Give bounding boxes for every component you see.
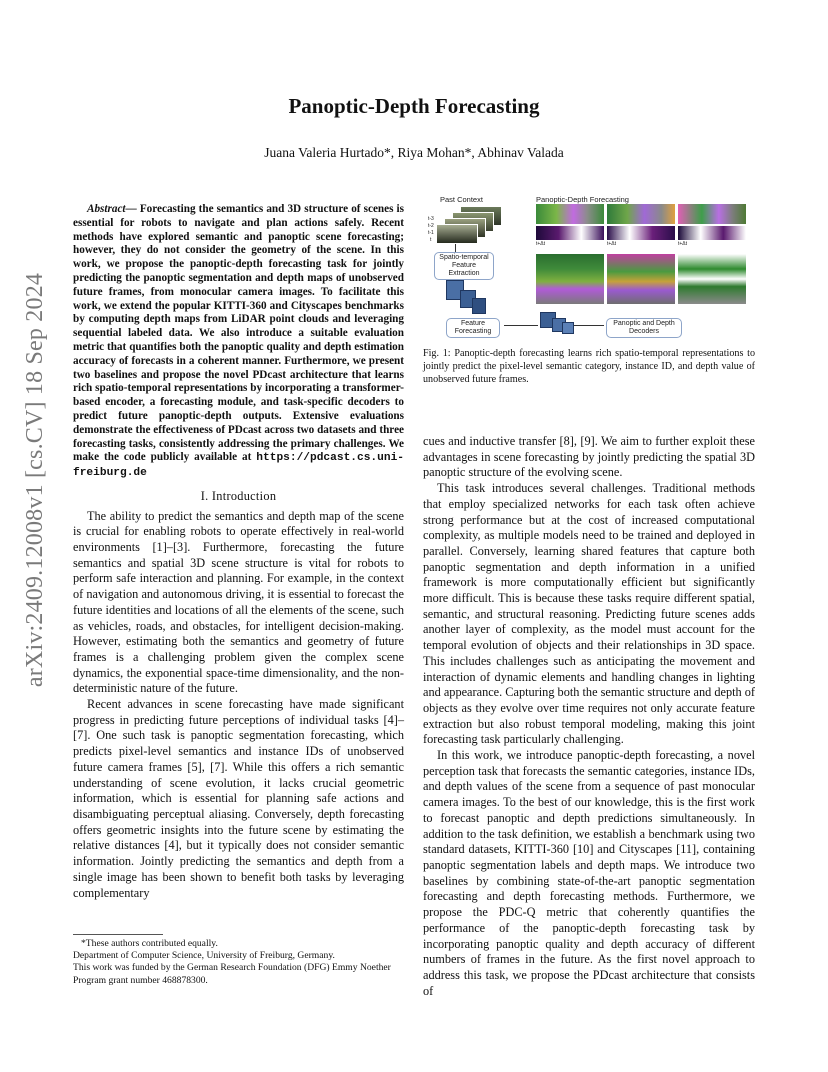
output-panoptic-3 <box>678 254 746 304</box>
footnote-equal-contribution: *These authors contributed equally. <box>81 938 218 949</box>
box-panoptic-depth-decoders: Panoptic and Depth Decoders <box>606 318 682 338</box>
figure-label-past-context: Past Context <box>440 195 483 204</box>
figure-label-forecasting: Panoptic-Depth Forecasting <box>536 195 629 204</box>
section-heading-introduction: I. Introduction <box>200 488 277 503</box>
abstract-text: Forecasting the semantics and 3D structure of scenes is essential for robots to navigate and plan actions safely. Recent methods have explored semantic and panoptic scene forecasting; however, they do not consider the geometry of the scene. In this work, we propose the panoptic-depth forecasting task for jointly predicting the panoptic segmentation and depth maps of unobserved future frames, from monocular camera images. To facilitate this work, we extend the popular KITTI-360 and Cityscapes benchmarks by computing depth maps from LiDAR point clouds and leveraging sequential labeled data. We also introduce a suitable evaluation metric that quantifies both the panoptic quality and depth estimation accuracy of forecasts in a coherent manner. Furthermore, we present two baselines and propose the novel PDcast architecture that learns rich spatio-temporal representations by incorporating a transformer-based encoder, a forecasting module, and task-specific decoders to predict future panoptic-depth outputs. Extensive evaluations demonstrate the effectiveness of PDcast across two datasets and three forecasting tasks, consistently addressing the primary challenges. We make the code publicly available at <box>73 203 405 464</box>
label-forecast-1: t+Δt <box>536 241 546 247</box>
right-paragraph-3: In this work, we introduce panoptic-depth forecasting, a novel perception task that forecasts the semantic categories, instance IDs, and depth values of the scene from a sequence of past monocular camera images. To the best of our knowledge, this is the first work to forecast panoptic and depth predictions simultaneously. In addition to the task definition, we establish a benchmark using two standard datasets, KITTI-360 [10] and Cityscapes [11], containing panoptic segmentation labels and depth maps. We introduce two baselines by combining state-of-the-art panoptic segmentation forecasting and depth forecasting methods. Furthermore, we propose the PDC-Q metric that coherently quantifies the performance of the panoptic-depth forecasting task by incorporating panoptic quality and depth accuracy of different numbers of frames in the future. As the first novel approach to address this task, we propose the PDcast architecture that consists of <box>423 748 755 998</box>
arxiv-identifier: arXiv:2409.12008v1 [cs.CV] 18 Sep 2024 <box>22 272 48 688</box>
figure-1 <box>426 192 756 342</box>
past-frame-t-image <box>436 224 478 244</box>
footnote-affiliation: Department of Computer Science, University of Freiburg, Germany. <box>73 950 335 962</box>
label-forecast-3: t+Δt <box>678 241 688 247</box>
abstract: Abstract— Forecasting the semantics and 3D structure of scenes is essential for robots to navigate and plan actions safely. Recent methods have explored semantic and panoptic scene forecasting; however, they do not consider the geometry of the scene. In this work, we propose the panoptic-depth forecasting task for jointly predicting the panoptic segmentation and depth maps of unobserved future frames, from monocular camera images. To facilitate this work, we extend the popular KITTI-360 and Cityscapes benchmarks by computing depth maps from LiDAR point clouds and leveraging sequential labeled data. We also introduce a suitable evaluation metric that quantifies both the panoptic quality and depth estimation accuracy of forecasts in a coherent manner. Furthermore, we present two baselines and propose the novel PDcast architecture that learns rich spatio-temporal representations by incorporating a transformer-based encoder, a forecasting module, and task-specific decoders to predict future panoptic-depth outputs. Extensive evaluations demonstrate the effectiveness of PDcast across two datasets and three forecasting tasks, consistently addressing the primary challenges. We make the code publicly available at https://pdcast.cs.uni-freiburg.de <box>73 203 405 480</box>
label-t: t <box>430 237 432 243</box>
box-spatio-temporal-extraction: Spatio-temporal Feature Extraction <box>434 252 494 280</box>
arrow-right-icon-2 <box>574 325 604 326</box>
right-column <box>423 434 755 999</box>
intro-paragraph-2: Recent advances in scene forecasting have made significant progress in predicting future perceptions of individual tasks [4]–[7]. One such task is panoptic segmentation forecasting, which predicts pixel-level semantics and instance IDs of unobserved future camera frames [5], [7]. While this offers a rich semantic understanding of scene evolution, it lacks crucial geometric information, which is essential for planning safe actions and disambiguating perceptual aliasing. Conversely, depth forecasting offers geometric insights into the future scene by estimating the relative distances [4], but it typically does not consider semantic information. Jointly predicting the semantics and depth from a single image has been shown to benefit both tasks by leveraging complementary <box>73 697 404 900</box>
forecast-depth-3 <box>678 226 746 240</box>
abstract-lead: Abstract <box>87 203 126 215</box>
footnotes <box>73 934 404 987</box>
arrow-right-icon <box>504 325 538 326</box>
forecast-panoptic-3 <box>678 204 746 224</box>
forecast-depth-1 <box>536 226 604 240</box>
forecast-panoptic-1 <box>536 204 604 224</box>
right-paragraph-2: This task introduces several challenges. Traditional methods that employ specialized networks for each task often achieve strong performance but at the cost of increased computational complexity, as multiple models need to be trained and deployed in parallel. Conversely, learning shared features that capture both panoptic segmentation and depth information in a unified framework is more computationally efficient but significantly more difficult. This is because these tasks require different spatial, semantic, and structural reasoning. Predicting future scenes adds another layer of complexity, as the model must account for the temporal evolution of objects and their relationships in 3D space. This includes challenges such as anticipating the movement and interaction of dynamic elements and handling changes in lighting and appearance. Capturing both the semantic structure and depth of objects as they evolve over time requires not only accurate feature extraction but also robust temporal modeling, making this joint forecasting task particularly challenging. <box>423 481 755 747</box>
label-forecast-2: t+Δt <box>607 241 617 247</box>
intro-paragraph-1: The ability to predict the semantics and depth map of the scene is crucial for enabling robots to operate effectively in real-world environments [1]–[3]. Furthermore, forecasting the future semantics and spatial 3D scene structure is vital for robots to perform safe interaction and planning. For example, in the context of navigation and autonomous driving, it is essential to forecast the future identities and locations of all the elements of the scene, such as vehicles, roads, and obstacles, for intelligent decision-making. However, estimating both the semantics and geometry of future frames is a challenging problem given the complex scene dynamics, the exponential space-time dimensionality, and the non-deterministic nature of the future. <box>73 508 404 696</box>
forecast-depth-2 <box>607 226 675 240</box>
left-column <box>73 203 404 901</box>
label-t-2: t-2 <box>428 223 434 229</box>
decoder-block-3 <box>562 322 574 334</box>
footnote-rule <box>73 934 163 935</box>
label-t-3: t-3 <box>428 216 434 222</box>
box-feature-forecasting: Feature Forecasting <box>446 318 500 338</box>
forecast-panoptic-2 <box>607 204 675 224</box>
paper-title: Panoptic-Depth Forecasting <box>288 94 540 118</box>
right-paragraph-1: cues and inductive transfer [8], [9]. We aim to further exploit these advantages in scene forecasting by jointly predicting the spatial 3D panoptic structure of the evolving scene. <box>423 434 755 480</box>
label-t-1: t-1 <box>428 230 434 236</box>
encoder-block-3 <box>472 298 486 314</box>
footnote-funding: This work was funded by the German Research Foundation (DFG) Emmy Noether Program grant number 468878300. <box>73 962 391 986</box>
author-list: Juana Valeria Hurtado*, Riya Mohan*, Abhinav Valada <box>264 145 564 160</box>
output-panoptic-1 <box>536 254 604 304</box>
output-panoptic-2 <box>607 254 675 304</box>
figure-1-caption: Fig. 1: Panoptic-depth forecasting learns rich spatio-temporal representations to jointly predict the pixel-level semantic category, instance ID, and depth value of unobserved future frames. <box>423 348 755 385</box>
arrow-down-icon <box>455 244 456 252</box>
abstract-url[interactable]: https://pdcast.cs.uni-freiburg.de <box>73 452 404 480</box>
